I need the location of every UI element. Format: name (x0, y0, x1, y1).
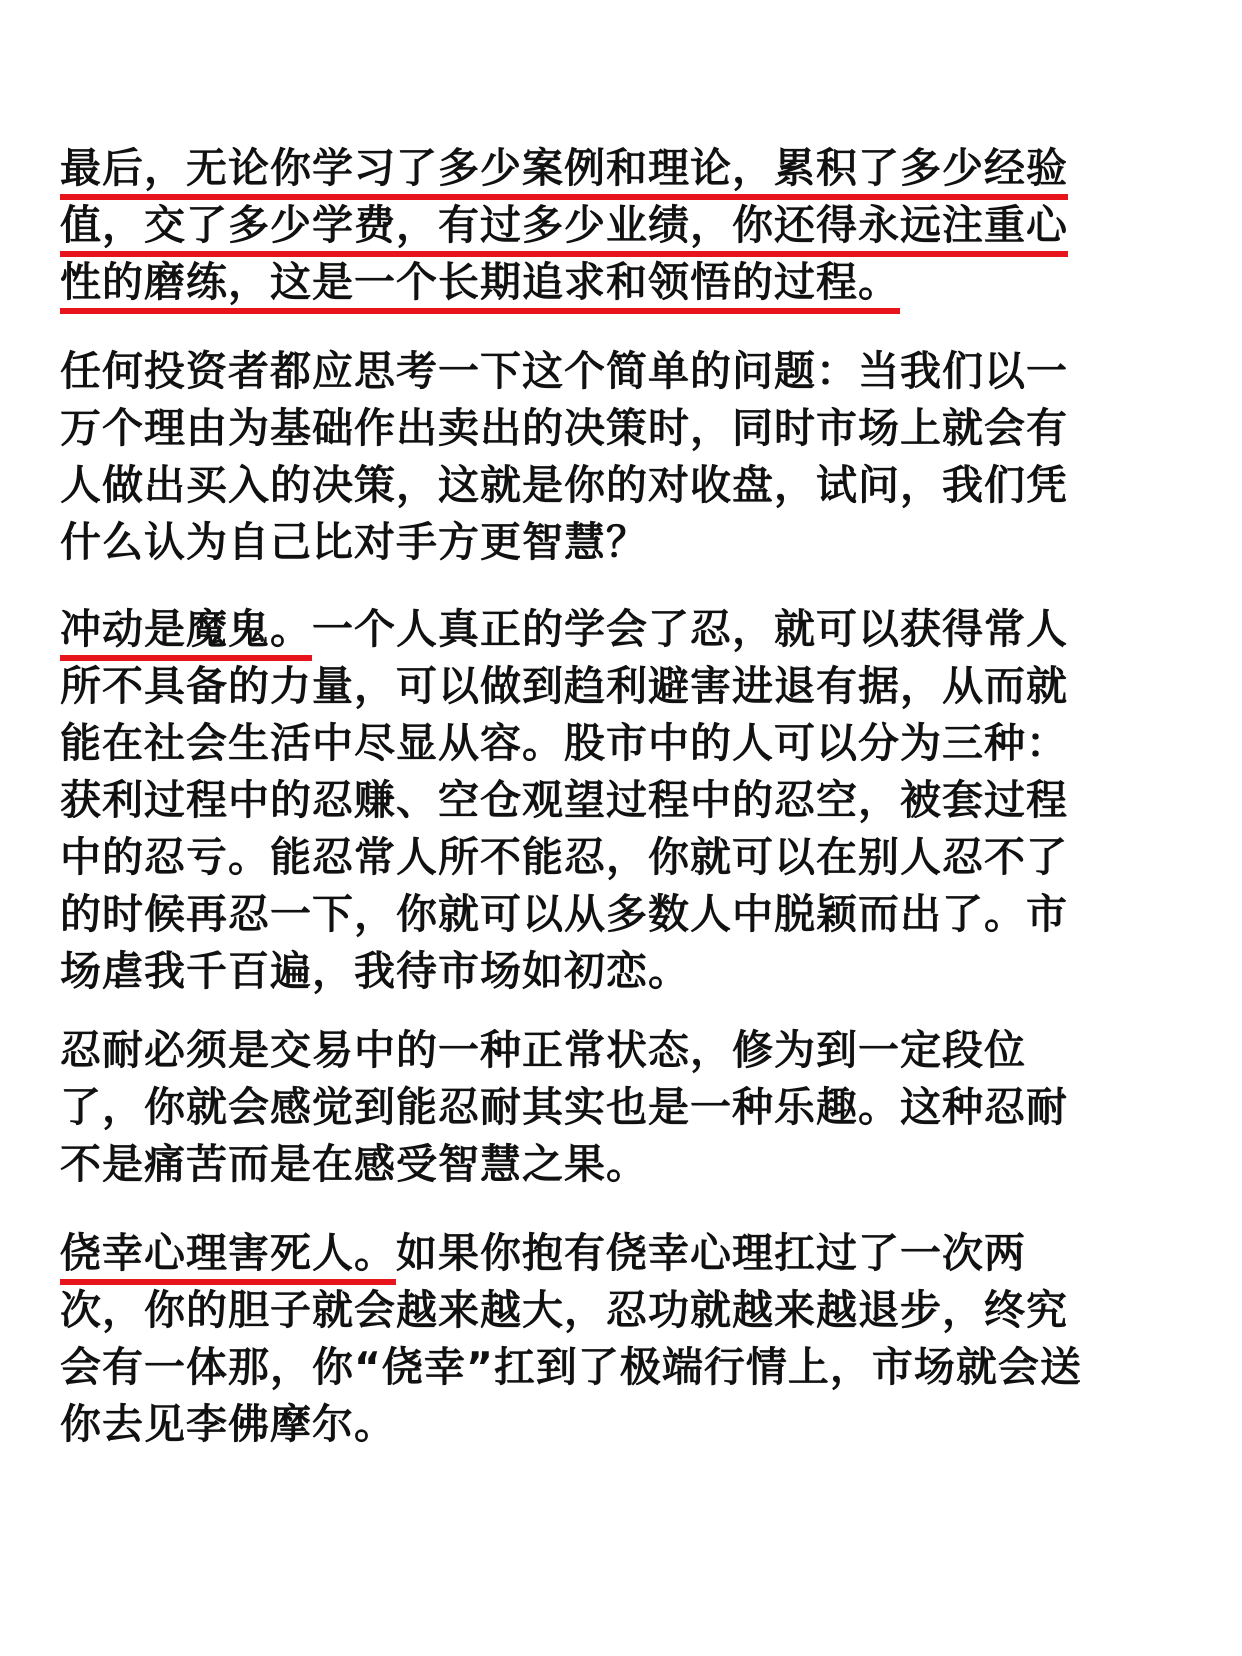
body-text: 你去见李佛摩尔。 (60, 1400, 396, 1448)
body-text: 的时候再忍一下，你就可以从多数人中脱颖而出了。市 (60, 890, 1068, 938)
text-line (60, 1022, 1184, 1079)
highlighted-text: 最后，无论你学习了多少案例和理论，累积了多少经验 (60, 144, 1068, 200)
text-line (60, 400, 1184, 457)
paragraph-patience (60, 1022, 1184, 1193)
highlighted-text: 值，交了多少学费，有过多少业绩，你还得永远注重心 (60, 201, 1068, 257)
text-line (60, 197, 1184, 254)
text-line (60, 715, 1184, 772)
text-line (60, 140, 1184, 197)
text-line (60, 343, 1184, 400)
text-line (60, 1136, 1184, 1193)
body-text: 所不具备的力量，可以做到趋利避害进退有据，从而就 (60, 662, 1068, 710)
text-line (60, 829, 1184, 886)
text-line (60, 457, 1184, 514)
text-line (60, 1396, 1184, 1453)
text-line (60, 514, 1184, 571)
paragraph-conclusion (60, 140, 1184, 311)
body-text: 万个理由为基础作出卖出的决策时，同时市场上就会有 (60, 404, 1068, 452)
body-text: 获利过程中的忍赚、空仓观望过程中的忍空，被套过程 (60, 776, 1068, 824)
text-line (60, 254, 1184, 311)
body-text: 不是痛苦而是在感受智慧之果。 (60, 1140, 648, 1188)
body-text: 人做出买入的决策，这就是你的对收盘，试问，我们凭 (60, 461, 1068, 509)
body-text: 会有一体那，你“侥幸”扛到了极端行情上，市场就会送 (60, 1343, 1082, 1391)
highlighted-text: 侥幸心理害死人。 (60, 1229, 396, 1285)
text-line (60, 1079, 1184, 1136)
body-text: 什么认为自己比对手方更智慧？ (60, 518, 648, 566)
body-text: 任何投资者都应思考一下这个简单的问题：当我们以一 (60, 347, 1068, 395)
body-text: 了，你就会感觉到能忍耐其实也是一种乐趣。这种忍耐 (60, 1083, 1068, 1131)
highlighted-text: 冲动是魔鬼。 (60, 605, 312, 661)
text-line (60, 772, 1184, 829)
body-text: 一个人真正的学会了忍，就可以获得常人 (312, 605, 1068, 653)
text-line (60, 943, 1184, 1000)
body-text: 能在社会生活中尽显从容。股市中的人可以分为三种： (60, 719, 1068, 767)
body-text: 次，你的胆子就会越来越大，忍功就越来越退步，终究 (60, 1286, 1068, 1334)
text-line (60, 658, 1184, 715)
highlighted-text: 性的磨练，这是一个长期追求和领悟的过程。 (60, 258, 900, 314)
paragraph-question (60, 343, 1184, 571)
paragraph-impulse (60, 601, 1184, 1000)
text-line (60, 601, 1184, 658)
text-line (60, 1339, 1184, 1396)
paragraph-luck (60, 1225, 1184, 1453)
body-text: 场虐我千百遍，我待市场如初恋。 (60, 947, 690, 995)
body-text: 中的忍亏。能忍常人所不能忍，你就可以在别人忍不了 (60, 833, 1068, 881)
text-line (60, 886, 1184, 943)
text-line (60, 1225, 1184, 1282)
text-line (60, 1282, 1184, 1339)
body-text: 如果你抱有侥幸心理扛过了一次两 (396, 1229, 1026, 1277)
body-text: 忍耐必须是交易中的一种正常状态，修为到一定段位 (60, 1026, 1026, 1074)
